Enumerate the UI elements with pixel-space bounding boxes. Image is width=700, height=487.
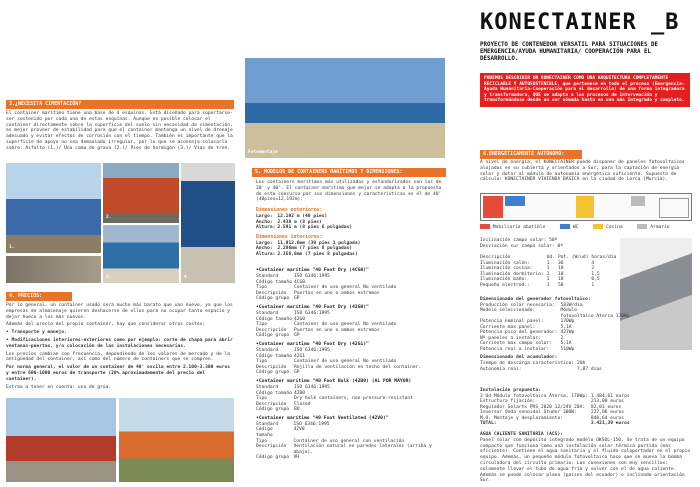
- legend-swatch-grey: [637, 224, 647, 229]
- gen-key: Potencia nominal panel:: [480, 319, 544, 325]
- section-6-header: 6.ENERGÉTICAMENTE AUTÓNOMO:: [480, 150, 582, 159]
- ext-value: 2.591 m (8 pies 6 pulgadas): [277, 225, 353, 231]
- container-model: [256, 268, 446, 302]
- photo-label-3: 3.: [106, 275, 112, 280]
- installation-title: Instalación propuesta:: [480, 388, 541, 393]
- loads-cell: 1: [591, 282, 595, 288]
- solar-deviation: Desviación sur campo solar: 0º: [480, 243, 563, 249]
- photomontage-image: [245, 58, 445, 158]
- model-value: Rejilla de ventilación en techo del container.: [293, 364, 422, 370]
- model-key: Descripción: [256, 444, 287, 450]
- loads-cell: 4: [591, 260, 595, 266]
- model-value: 42G0: [293, 316, 306, 322]
- loads-cell: 1: [546, 271, 550, 277]
- model-key: Standard: [256, 347, 279, 353]
- int-label: Ancho:: [256, 246, 273, 252]
- loads-cell: 18: [557, 266, 564, 271]
- plan-furniture: [659, 198, 689, 218]
- container-photo-4: [181, 163, 235, 283]
- loads-cell: 0,5: [591, 277, 600, 282]
- model-value: Container de uso general No ventilado: [293, 322, 397, 328]
- generator-title: Dimensionado del generador fotovoltaico:: [480, 297, 591, 302]
- section-4-p1: Por lo general, un container usado será mucho más barato que uno nuevo, ya que los empresas de almacenaje quieren deshacerse de ellos para no ocupar tanto espacio y dejar hueco a los más nuevos.: [6, 303, 233, 320]
- section-4-p6: Por norma general, el valor de un container de 40' oscila entre 2.100-3.300 euros y entre 600-1000 euros de transporte (20% aproximadamente del precio del container).: [6, 365, 231, 382]
- acs-title: AGUA CALIENTE SANITARIA (ACS):: [480, 432, 563, 437]
- gen-value: fotovoltaico Atersa 170Wp: [560, 313, 630, 319]
- legend-label: Mobiliario abatible: [492, 225, 546, 230]
- loads-cell: Iluminación salón:: [480, 260, 530, 266]
- ext-label: Altura:: [256, 225, 276, 231]
- int-value: 11.912,6mm (39 pies 1 pulgada): [277, 240, 361, 246]
- model-key: Código grupo: [256, 370, 290, 376]
- container-photo-1: [6, 163, 101, 253]
- model-value: ISO 6346:1995: [293, 421, 330, 427]
- section-6-body: A nivel de energía, el KONECTAINER puede disponer de paneles fotovoltaicos alojados en su cubierta y orientados a Sur, para la captación de energía solar y dotar al módulo de autonomía energética suficiente. Supuesto de cálculo: KONECTAINER VIVIENDA BÁSICA en la ciudad de Lorca (Murcia).: [480, 160, 685, 183]
- inst-value: 213,00 euros: [590, 399, 625, 405]
- page-subtitle: PROYECTO DE CONTENEDOR VERSATIL PARA SITUACIONES DE EMERGENCIA/AYUDA HUMANITARIA/ COOPERACIÓN PARA EL DESARROLLO.: [480, 42, 658, 63]
- acc-value: 20h: [577, 361, 586, 367]
- container-model: [256, 342, 446, 376]
- gen-value: 2: [560, 335, 564, 341]
- model-key: Tipo: [256, 396, 268, 402]
- model-value: VH: [293, 455, 300, 461]
- model-value: 42G1: [293, 353, 306, 359]
- plan-furniture: [576, 196, 594, 218]
- loads-cell: 1,5: [591, 271, 600, 277]
- section-4-p4: • Modificaciones interiores-exteriores como por ejemplo: corte de chapa para abrir ventanas-puertas, y/o colocación de las instalaciones necesarias.: [6, 337, 233, 349]
- model-key: Tipo: [256, 285, 268, 291]
- inst-value: 227,06 euros: [590, 410, 625, 416]
- gen-key: Nº paneles a instalar:: [480, 335, 541, 341]
- model-key: Tipo: [256, 359, 268, 365]
- model-key: Descripción: [256, 327, 287, 333]
- legend-swatch-yellow: [593, 224, 603, 229]
- inst-value: 1.484,61 euros: [590, 393, 630, 399]
- loads-cell: 1: [546, 282, 550, 288]
- loads-header-cell: Ud.: [546, 255, 555, 260]
- installation-block: [480, 388, 692, 427]
- floor-plan: [480, 193, 692, 221]
- acs-block: [480, 432, 692, 484]
- model-value: Container de uso general No ventilado: [293, 359, 397, 365]
- model-key: Código grupo: [256, 455, 290, 461]
- int-dimensions-title: Dimensiones interiores:: [256, 234, 323, 240]
- loads-header-cell: Pot. (W/ud): [557, 255, 589, 260]
- container-models-list: [256, 268, 446, 464]
- loads-cell: 1: [546, 260, 550, 266]
- model-value: Ventilación natural en paredes laterales (arriba y abajo).: [293, 444, 432, 455]
- model-value: ISO 6346:1995: [293, 274, 330, 279]
- ext-label: Ancho:: [256, 219, 273, 225]
- gen-value: Módulo: [560, 308, 578, 314]
- gen-key: Corriente max panel:: [480, 324, 536, 330]
- solar-inclination: Inclinación campo solar: 50º: [480, 238, 558, 243]
- loads-cell: 36: [557, 260, 564, 266]
- generator-block: [480, 297, 630, 372]
- loads-cell: Iluminación baño:: [480, 277, 528, 282]
- section-5-header: 5. MODELOS DE CONTAINERS MARÍTIMOS Y DIMENSIONES:: [252, 168, 446, 177]
- section-3-body: [6, 111, 234, 154]
- gen-value: 170Wp: [560, 319, 575, 325]
- inst-value: 840,64 euros: [590, 415, 625, 421]
- model-title: •Container marítimo "40 Foot Ventilated (42V0)": [256, 415, 389, 421]
- model-value: 42V0: [293, 427, 305, 433]
- model-key: Standard: [256, 384, 279, 390]
- model-value: ISO 6346:1995: [293, 310, 330, 316]
- summary-red-box: PODEMOS DESCRIBIR UN KONECTAINER COMO UNA ARQUITECTURA COMPLETAMENTE RECICLABLE Y AUTOSOSTENIBLE, que pertenece en todo el proceso (Emergencia-Ayuda Humanitaria-Cooperación para el desarrollo) de una forma integradora y transformadora, QUE se adapta a los procesos de intervención y transformándose desde un ser nómada hasta en uno más integrado y completo.: [480, 73, 690, 107]
- model-key: Standard: [256, 310, 279, 316]
- gen-key: Potencia real a instalar:: [480, 346, 550, 352]
- model-key: Código grupo: [256, 333, 290, 339]
- inst-value: 82,01 euros: [590, 404, 622, 410]
- container-photo-2: [103, 163, 179, 223]
- photomontage-label: Fotomontaje: [248, 150, 278, 155]
- loads-cell: 50: [557, 282, 564, 288]
- model-title: •Container marítimo "40 Foot Dry (42G1)": [256, 341, 369, 347]
- int-value: 2.356,8mm (7 pies 8 pulgadas): [277, 251, 358, 257]
- section-3-header: 3.¿NECESITA CIMENTACIÓN?: [6, 100, 234, 109]
- ext-label: Largo:: [256, 214, 273, 219]
- dimensions-block: [256, 208, 442, 258]
- inst-key: Regulador Solartx PRS 2020 12/24V 20A:: [480, 404, 586, 410]
- model-title: •Container marítimo "40 Foot Bulk (42B0) (AL POR MAYOR): [256, 378, 412, 384]
- section-4-p5: Los precios cambian con frecuencia, dependiendo de los valores de mercado y de la antigüedad del container, así como del número de containers que se compren.: [6, 351, 231, 363]
- inst-key: TOTAL:: [480, 421, 497, 427]
- loads-cell: 18: [557, 271, 564, 277]
- legend-label: WC: [572, 225, 579, 230]
- accumulator-title: Dimensionado del acumulador:: [480, 355, 558, 361]
- model-key: Descripción: [256, 364, 287, 370]
- int-dimensions-table: [256, 241, 362, 258]
- model-title: •Container marítimo "40 Foot Dry (4CG0)": [256, 268, 369, 273]
- acc-value: 7,87 días: [577, 366, 602, 372]
- model-value: 42B0: [293, 390, 306, 396]
- loads-cell: Pequeño electrod.:: [480, 282, 530, 288]
- ext-value: 2.438 m (8 pies): [277, 219, 322, 225]
- loads-cell: Iluminación dormitorio:: [480, 271, 544, 277]
- legend-label: Cocina: [606, 225, 623, 230]
- ext-value: 12.192 m (40 pies): [277, 214, 328, 219]
- accumulator-table: [480, 361, 605, 372]
- container-model: [256, 379, 446, 413]
- loads-cell: 1: [546, 266, 550, 271]
- loads-cell: 2: [591, 266, 595, 271]
- acc-key: Tiempo de descarga característico:: [480, 361, 575, 367]
- model-key: Código grupo: [256, 296, 290, 302]
- model-key: Código tamaño: [256, 427, 273, 439]
- photo-label-1: 1.: [9, 245, 15, 250]
- model-value: 4CG0: [293, 279, 306, 285]
- int-value: 2.286mm (7 pies 6 pulgadas): [277, 246, 353, 252]
- model-value: ISO 6346:1995: [293, 384, 330, 390]
- model-value: BU: [293, 407, 300, 413]
- gen-value: 583W/día: [560, 302, 583, 308]
- model-key: Código grupo: [256, 407, 290, 413]
- gen-key: Potencia pico del generador:: [480, 330, 558, 336]
- model-value: GP: [293, 333, 300, 339]
- container-model: [256, 416, 446, 461]
- model-key: Código tamaño: [256, 390, 292, 396]
- ext-dimensions-title: Dimensiones exteriores:: [256, 208, 323, 213]
- plan-furniture: [483, 196, 503, 218]
- inst-key: 3 Ud Módulo fotovoltaico Atersa, 170Wp:: [480, 393, 588, 399]
- model-value: GP: [293, 296, 300, 302]
- gen-key: Producción solar necesaria:: [480, 302, 555, 308]
- gen-value: 5,1A: [560, 341, 572, 347]
- loads-table: [480, 255, 619, 288]
- generator-table: [480, 303, 633, 353]
- model-key: Tipo: [256, 322, 268, 328]
- loads-cell: 18: [557, 277, 564, 282]
- section-3-text: El container marítimo tiene una base de 4 esquinas. Está diseñado para soportarse-ser sostenido por cada una de estas esquinas. Aunque es posible colocar el container directamente sobre la superficie del suelo sin necesidad de cimentación, es mejor proveer de estabilidad para que el container mantenga un nivel de drenaje adecuado y evitar efectos de corrosión con el tiempo. También es importante que la superficie de apoyo no sea demasiado irregular, por lo que se aconseja colocarlo sobre: Asfalto (1.)/ Una cama de grava (2.)/ Pies de hormigón (3.)/ Vías de tren.: [6, 111, 233, 151]
- model-value: Closed: [293, 401, 311, 407]
- model-value: Puertas en uno o ambos extremos: [293, 327, 380, 333]
- inst-key: Estructura fijación:: [480, 399, 536, 405]
- gen-key: Modelo seleccionado:: [480, 308, 536, 314]
- legend-swatch-red: [480, 224, 490, 229]
- acc-key: Autonomía real:: [480, 366, 522, 372]
- inst-key: Inversor Onda senoidal Studer 300W:: [480, 410, 577, 416]
- gen-value: 510Wp: [560, 346, 575, 352]
- section-5-intro: Los containers marítimos más utilizados y estandarizados son los de 20' y 40'. El container marítimo que mejor se adapta a la propuesta de este concurso por sus dimensiones y características es el de 40' (40pies=12,192m):: [256, 180, 442, 203]
- section-4-p3: • Transporte y manejo.: [6, 330, 67, 336]
- model-key: Código tamaño: [256, 316, 292, 322]
- int-label: Largo:: [256, 240, 273, 246]
- model-value: Puertas en uno o ambos extremos: [293, 290, 380, 296]
- model-key: Standard: [256, 274, 279, 279]
- solar-field-info: [480, 238, 630, 250]
- int-label: Altura:: [256, 251, 276, 257]
- ext-dimensions-table: [256, 214, 354, 231]
- gen-value: 427Wp: [560, 330, 575, 336]
- model-key: Descripción: [256, 401, 287, 407]
- plan-furniture: [505, 196, 525, 206]
- crane-photo: [6, 398, 116, 482]
- model-value: Dry bulk containers, non-pressure-resistant: [293, 396, 413, 402]
- plan-furniture: [631, 196, 645, 206]
- model-key: Descripción: [256, 290, 287, 296]
- loads-header-cell: horas/día: [591, 255, 617, 260]
- container-delivery-photo: [119, 398, 234, 482]
- model-value: ISO 6346:1995: [293, 347, 330, 353]
- installation-table: [480, 394, 633, 427]
- photo-label-4: 4.: [184, 275, 190, 280]
- page-title: KONECTAINER _B: [480, 10, 680, 35]
- legend-label: Armario: [650, 225, 670, 230]
- section-4-header: 4. PRECIOS:: [6, 292, 72, 301]
- loads-cell: 1: [546, 277, 550, 282]
- loads-cell: Iluminación cocina:: [480, 266, 533, 271]
- inst-key: M.O. Montaje y desplazamiento:: [480, 415, 563, 421]
- model-value: GP: [293, 370, 300, 376]
- acs-text: Panel solar con depósito integrado modelo OKSOL-150. Se trata de un equipo compacto que funciona como una instalación solar térmica partida (más eficiente). Contiene el agua sanitaria y el fluido caloportador en el propio equipo. Además, un pequeño módulo fotovoltaico hace que se mueva la bomba circuladora del circuito primario. Las conexiones son muy sencillas: solamente llevar el tubo de agua fría y volver con el de agua caliente. Además se puede colocar plano (países del ecuador) o inclinado orientación Sur.: [480, 437, 691, 484]
- gen-value: 5,1A: [560, 324, 572, 330]
- model-key: Standard: [256, 421, 279, 427]
- photo-label-2: 2.: [106, 215, 112, 220]
- legend-swatch-blue: [560, 224, 570, 229]
- photo-divider: [6, 256, 101, 283]
- model-value: Container de uso general No ventilado: [293, 285, 397, 291]
- model-key: Tipo: [256, 438, 268, 444]
- container-model: [256, 305, 446, 339]
- loads-header-cell: Descripción: [480, 255, 511, 260]
- inst-value: 3.421,39 euros: [590, 421, 630, 427]
- model-key: Código tamaño: [256, 279, 292, 285]
- gen-key: Corriente max campo solar:: [480, 341, 552, 347]
- model-key: Código tamaño: [256, 353, 292, 359]
- model-title: •Container marítimo "40 Foot Dry (42G0)": [256, 304, 369, 310]
- plan-legend: [480, 224, 692, 231]
- section-4-p2: Además del precio del propio container, hay que considerar otros costes:: [6, 322, 206, 328]
- model-value: Container de uso general con ventilación: [293, 438, 405, 444]
- section-4-body: [6, 303, 234, 392]
- container-photo-3: [103, 225, 179, 283]
- section-4-p7: Estraa a tener en cuenta: uso de grúa.: [6, 384, 112, 390]
